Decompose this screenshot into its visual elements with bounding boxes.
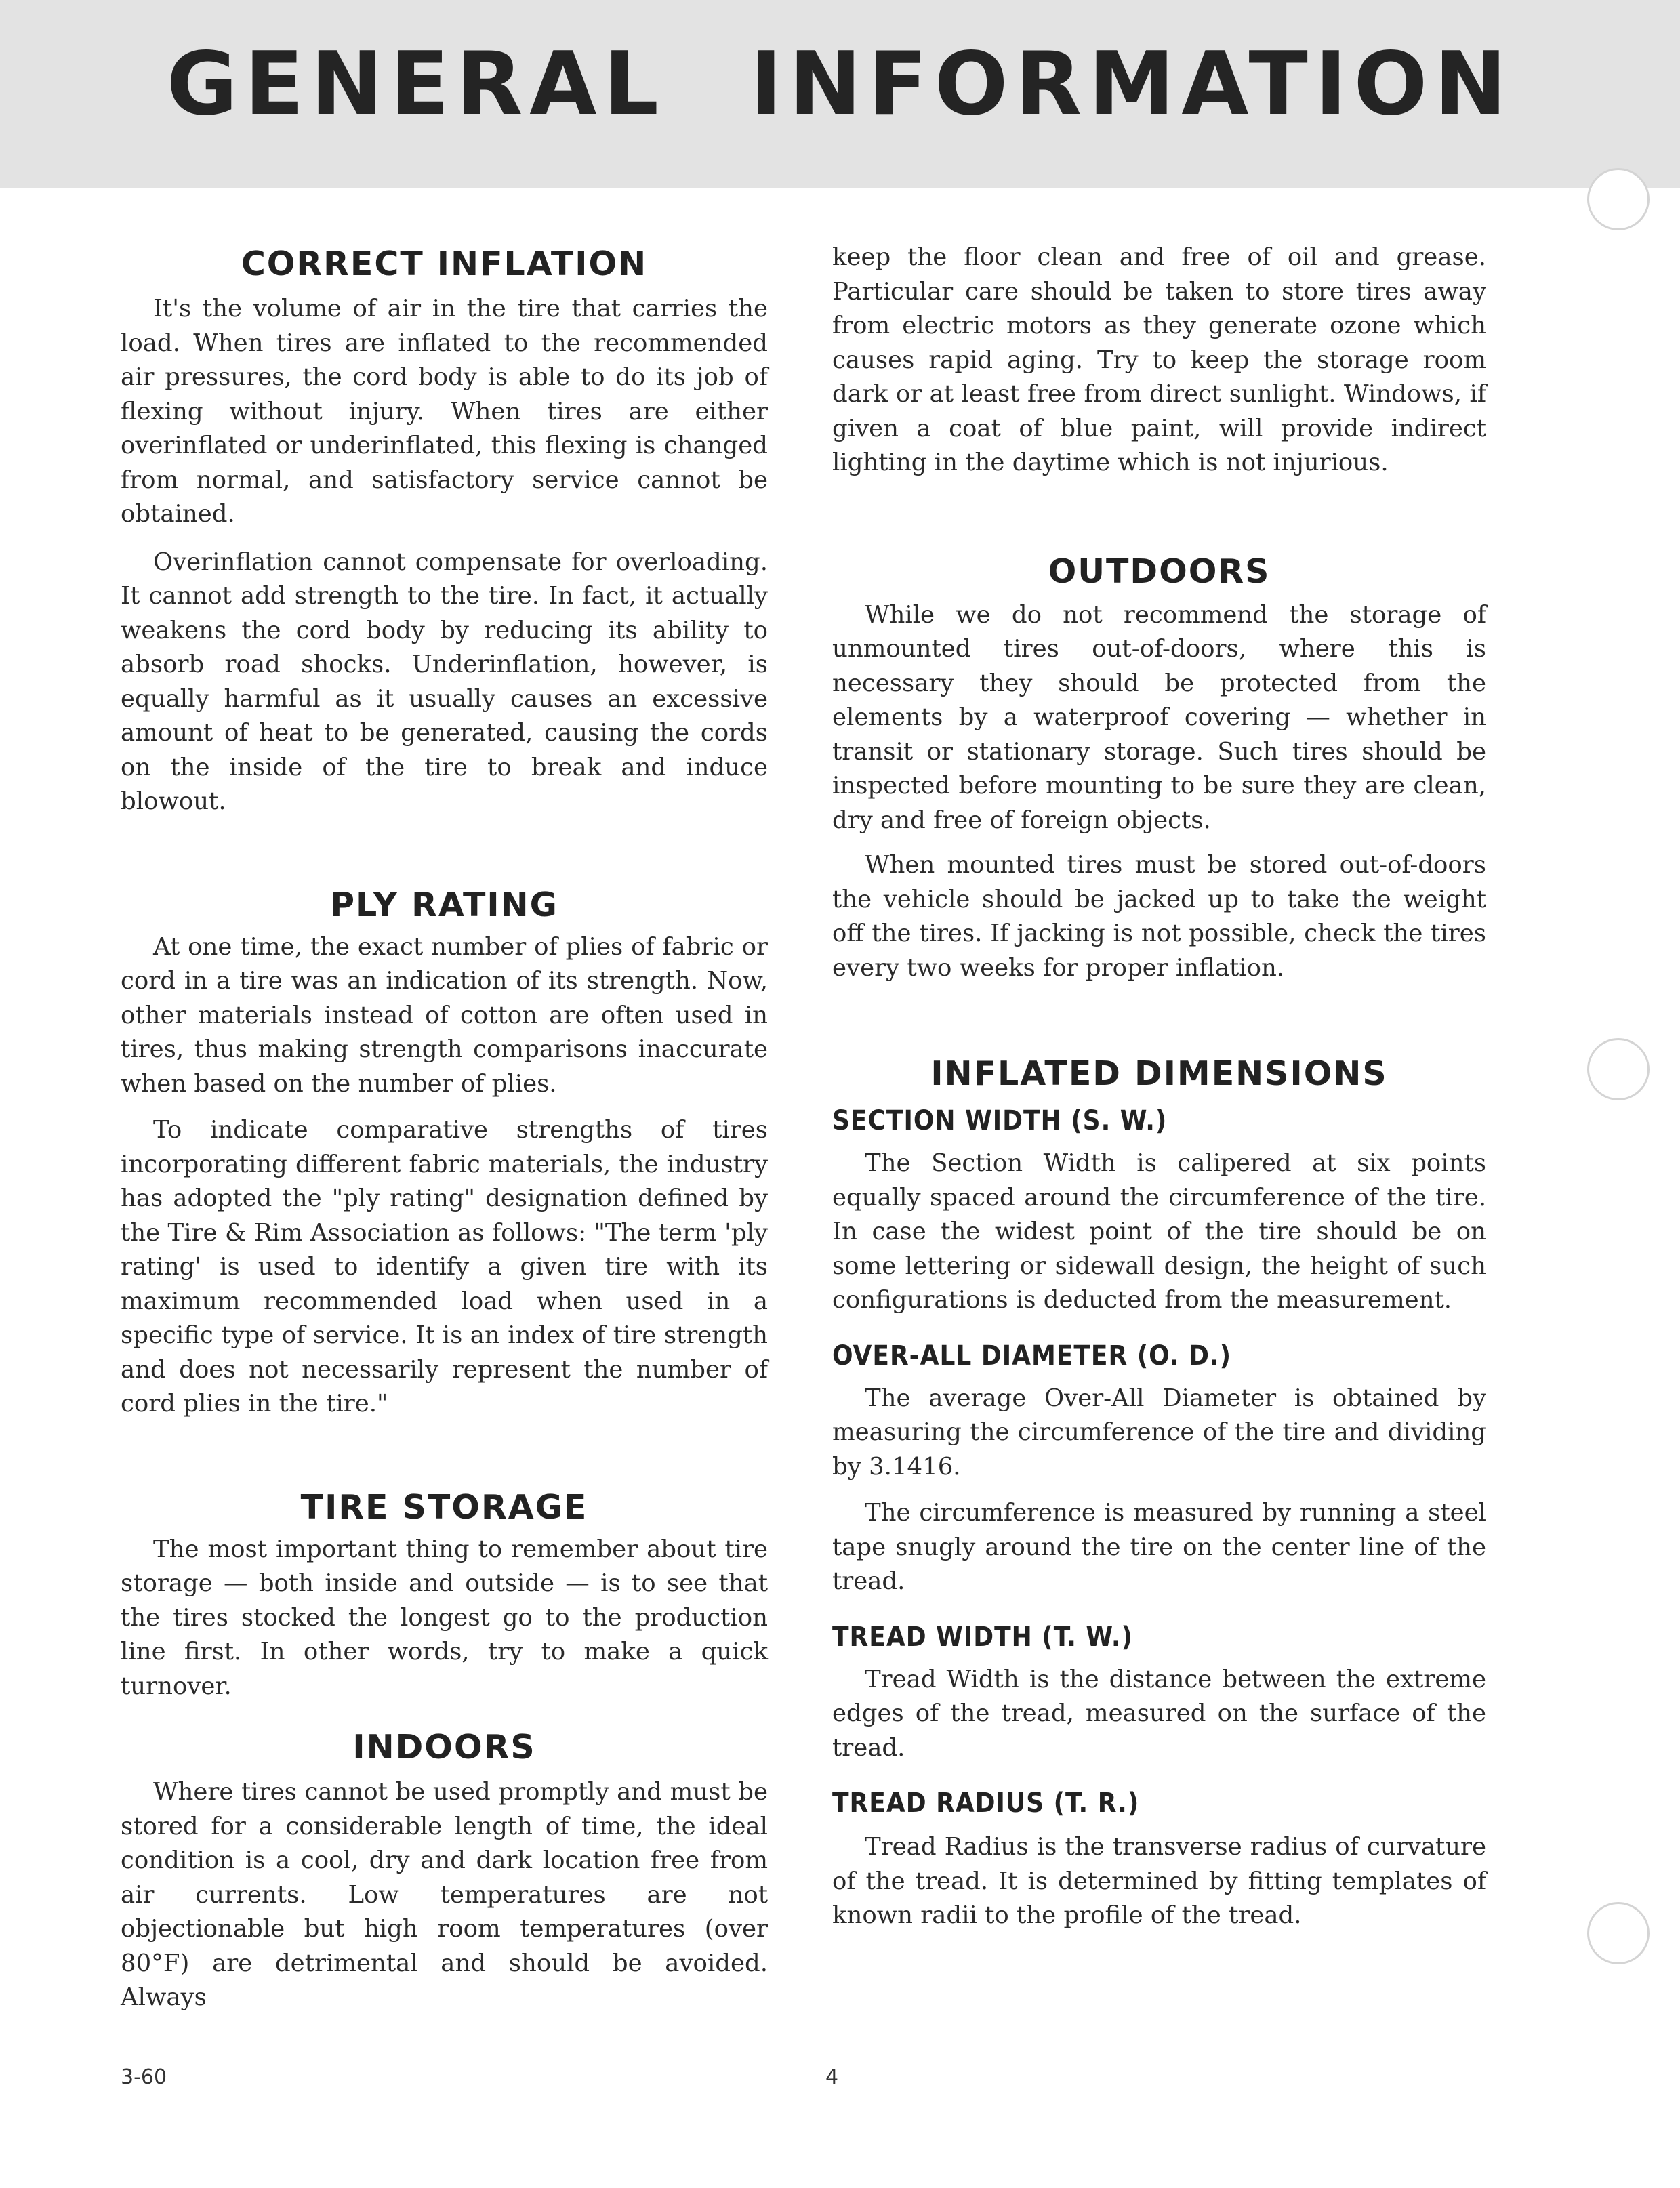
tread-radius-heading: TREAD RADIUS (T. R.) (832, 1788, 1140, 1819)
section-width-heading: SECTION WIDTH (S. W.) (832, 1105, 1168, 1136)
indoors-paragraph-continued: keep the floor clean and free of oil and grease. Particular care should be taken to store tires away from electric motors as they generate ozone which causes rapid aging. Try to keep the storage room dark or at least free from direct sunlight. Windows, if given a coat of blue paint, will provide indirect lighting in the daytime which is not injurious. (832, 243, 1486, 476)
outdoors-paragraph-2: When mounted tires must be stored out-of-doors the vehicle should be jacked up to take the weight off the tires. If jacking is not possible, check the tires every two weeks for proper inflation. (832, 851, 1486, 982)
tread-radius-paragraph: Tread Radius is the transverse radius of curvature of the tread. It is determined by fitting templates of known radii to the profile of the tread. (832, 1833, 1486, 1929)
ply-rating-paragraph-2: To indicate comparative strengths of tires incorporating different fabric materials, the industry has adopted the "ply rating" designation defined by the Tire & Rim Association as follows: "The term 'ply rating' is used to identify a given tire with its maximum recommended load when used in a specific type of service. It is an index of tire strength and does not necessarily represent the number of cord plies in the tire." (121, 1116, 768, 1418)
punch-hole-bottom (1587, 1902, 1650, 1964)
page-number: 4 (825, 2065, 839, 2089)
section-width-paragraph: The Section Width is calipered at six points equally spaced around the circumference of the tire. In case the widest point of the tire should be on some lettering or sidewall design, the height of such configurations is deducted from the measurement. (832, 1149, 1486, 1314)
correct-inflation-heading: CORRECT INFLATION (241, 245, 648, 283)
indoors-paragraph: Where tires cannot be used promptly and must be stored for a considerable length of time, the ideal condition is a cool, dry and dark location free from air currents. Low temperatures are not objectionable but high room temperatures (over 80°F) are detrimental and should be avoided. Always (121, 1778, 768, 2011)
tire-storage-paragraph: The most important thing to remember about tire storage — both inside and outside — is to see that the tires stocked the longest go to the production line first. In other words, try to make a quick turnover. (121, 1535, 768, 1700)
correct-inflation-paragraph-2: Overinflation cannot compensate for overloading. It cannot add strength to the tire. In fact, it actually weakens the cord body by reducing its ability to absorb road shocks. Underinflation, however, is equally harmful as it usually causes an excessive amount of heat to be generated, causing the cords on the inside of the tire to break and induce blowout. (121, 548, 768, 815)
ply-rating-heading: PLY RATING (330, 885, 558, 924)
punch-hole-top (1587, 168, 1650, 230)
overall-diameter-paragraph-2: The circumference is measured by running a steel tape snugly around the tire on the center line of the tread. (832, 1499, 1486, 1595)
right-column (832, 241, 1486, 1933)
outdoors-paragraph-1: While we do not recommend the storage of unmounted tires out-of-doors, where this is necessary they should be protected from the elements by a waterproof covering — whether in transit or stationary storage. Such tires should be inspected before mounting to be sure they are clean, dry and free of foreign objects. (832, 600, 1486, 834)
inflated-dimensions-heading: INFLATED DIMENSIONS (930, 1054, 1388, 1093)
tread-width-paragraph: Tread Width is the distance between the extreme edges of the tread, measured on the surface of the tread. (832, 1665, 1486, 1762)
tread-width-heading: TREAD WIDTH (T. W.) (832, 1621, 1133, 1653)
page-title: GENERAL INFORMATION (166, 34, 1514, 135)
overall-diameter-heading: OVER-ALL DIAMETER (O. D.) (832, 1340, 1232, 1371)
tire-storage-heading: TIRE STORAGE (300, 1487, 588, 1527)
ply-rating-paragraph-1: At one time, the exact number of plies of fabric or cord in a tire was an indication of its strength. Now, other materials instead of cotton are often used in tires, thus making strength comparisons inaccurate when based on the number of plies. (121, 932, 768, 1098)
title-banner (0, 0, 1680, 188)
indoors-heading: INDOORS (352, 1728, 536, 1767)
overall-diameter-paragraph-1: The average Over-All Diameter is obtained by measuring the circumference of the tire and dividing by 3.1416. (832, 1384, 1486, 1481)
document-code: 3-60 (121, 2065, 167, 2089)
correct-inflation-paragraph-1: It's the volume of air in the tire that carries the load. When tires are inflated to the recommended air pressures, the cord body is able to do its job of flexing without injury. When tires are either overinflated or underinflated, this flexing is changed from normal, and satisfactory service cannot be obtained. (121, 295, 768, 528)
outdoors-heading: OUTDOORS (1048, 552, 1271, 591)
left-column (121, 241, 768, 2015)
punch-hole-middle (1587, 1038, 1650, 1100)
